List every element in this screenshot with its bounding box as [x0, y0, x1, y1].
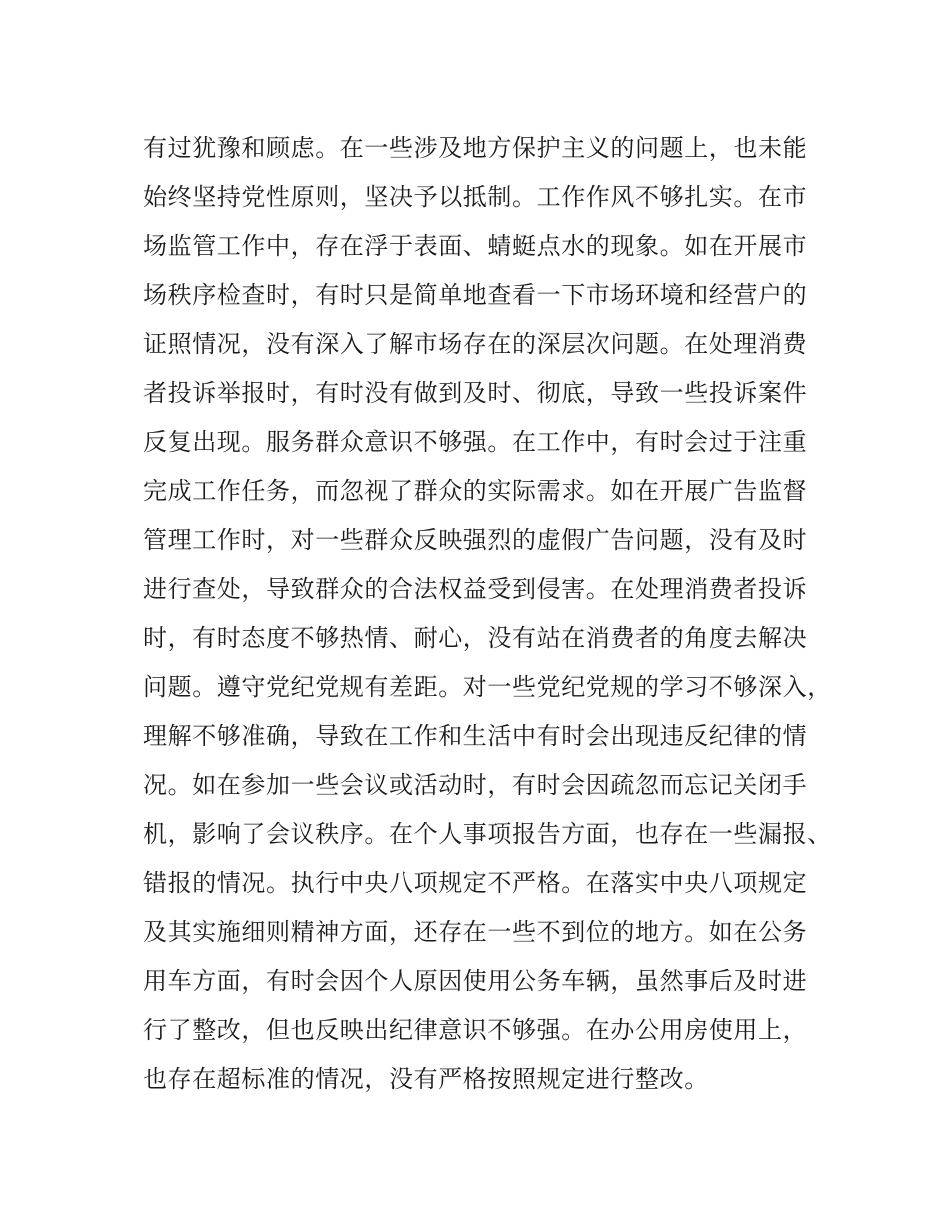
text-line-10: 进行查处，导致群众的合法权益受到侵害。在处理消费者投诉	[143, 575, 808, 603]
text-line-8: 完成工作任务，而忽视了群众的实际需求。如在开展广告监督	[143, 477, 808, 505]
text-line-5: 证照情况，没有深入了解市场存在的深层次问题。在处理消费	[143, 330, 808, 358]
text-line-16: 错报的情况。执行中央八项规定不严格。在落实中央八项规定	[143, 869, 808, 897]
text-line-6: 者投诉举报时，有时没有做到及时、彻底，导致一些投诉案件	[143, 379, 808, 407]
text-line-7: 反复出现。服务群众意识不够强。在工作中，有时会过于注重	[143, 428, 808, 456]
text-line-2: 始终坚持党性原则，坚决予以抵制。工作作风不够扎实。在市	[143, 183, 808, 211]
text-line-17: 及其实施细则精神方面，还存在一些不到位的地方。如在公务	[143, 918, 808, 946]
body-text	[143, 124, 833, 1104]
text-line-9: 管理工作时，对一些群众反映强烈的虚假广告问题，没有及时	[143, 526, 808, 554]
text-line-20: 也存在超标准的情况，没有严格按照规定进行整改。	[143, 1065, 709, 1093]
text-line-3: 场监管工作中，存在浮于表面、蜻蜓点水的现象。如在开展市	[143, 232, 808, 260]
text-line-15: 机，影响了会议秩序。在个人事项报告方面，也存在一些漏报、	[143, 820, 832, 848]
text-line-1: 有过犹豫和顾虑。在一些涉及地方保护主义的问题上，也未能	[143, 134, 808, 162]
text-line-14: 况。如在参加一些会议或活动时，有时会因疏忽而忘记关闭手	[143, 771, 808, 799]
text-line-12: 问题。遵守党纪党规有差距。对一些党纪党规的学习不够深入，	[143, 673, 832, 701]
text-line-19: 行了整改，但也反映出纪律意识不够强。在办公用房使用上，	[143, 1016, 808, 1044]
text-line-18: 用车方面，有时会因个人原因使用公务车辆，虽然事后及时进	[143, 967, 808, 995]
text-line-13: 理解不够准确，导致在工作和生活中有时会出现违反纪律的情	[143, 722, 808, 750]
text-line-11: 时，有时态度不够热情、耐心，没有站在消费者的角度去解决	[143, 624, 808, 652]
text-line-4: 场秩序检查时，有时只是简单地查看一下市场环境和经营户的	[143, 281, 808, 309]
